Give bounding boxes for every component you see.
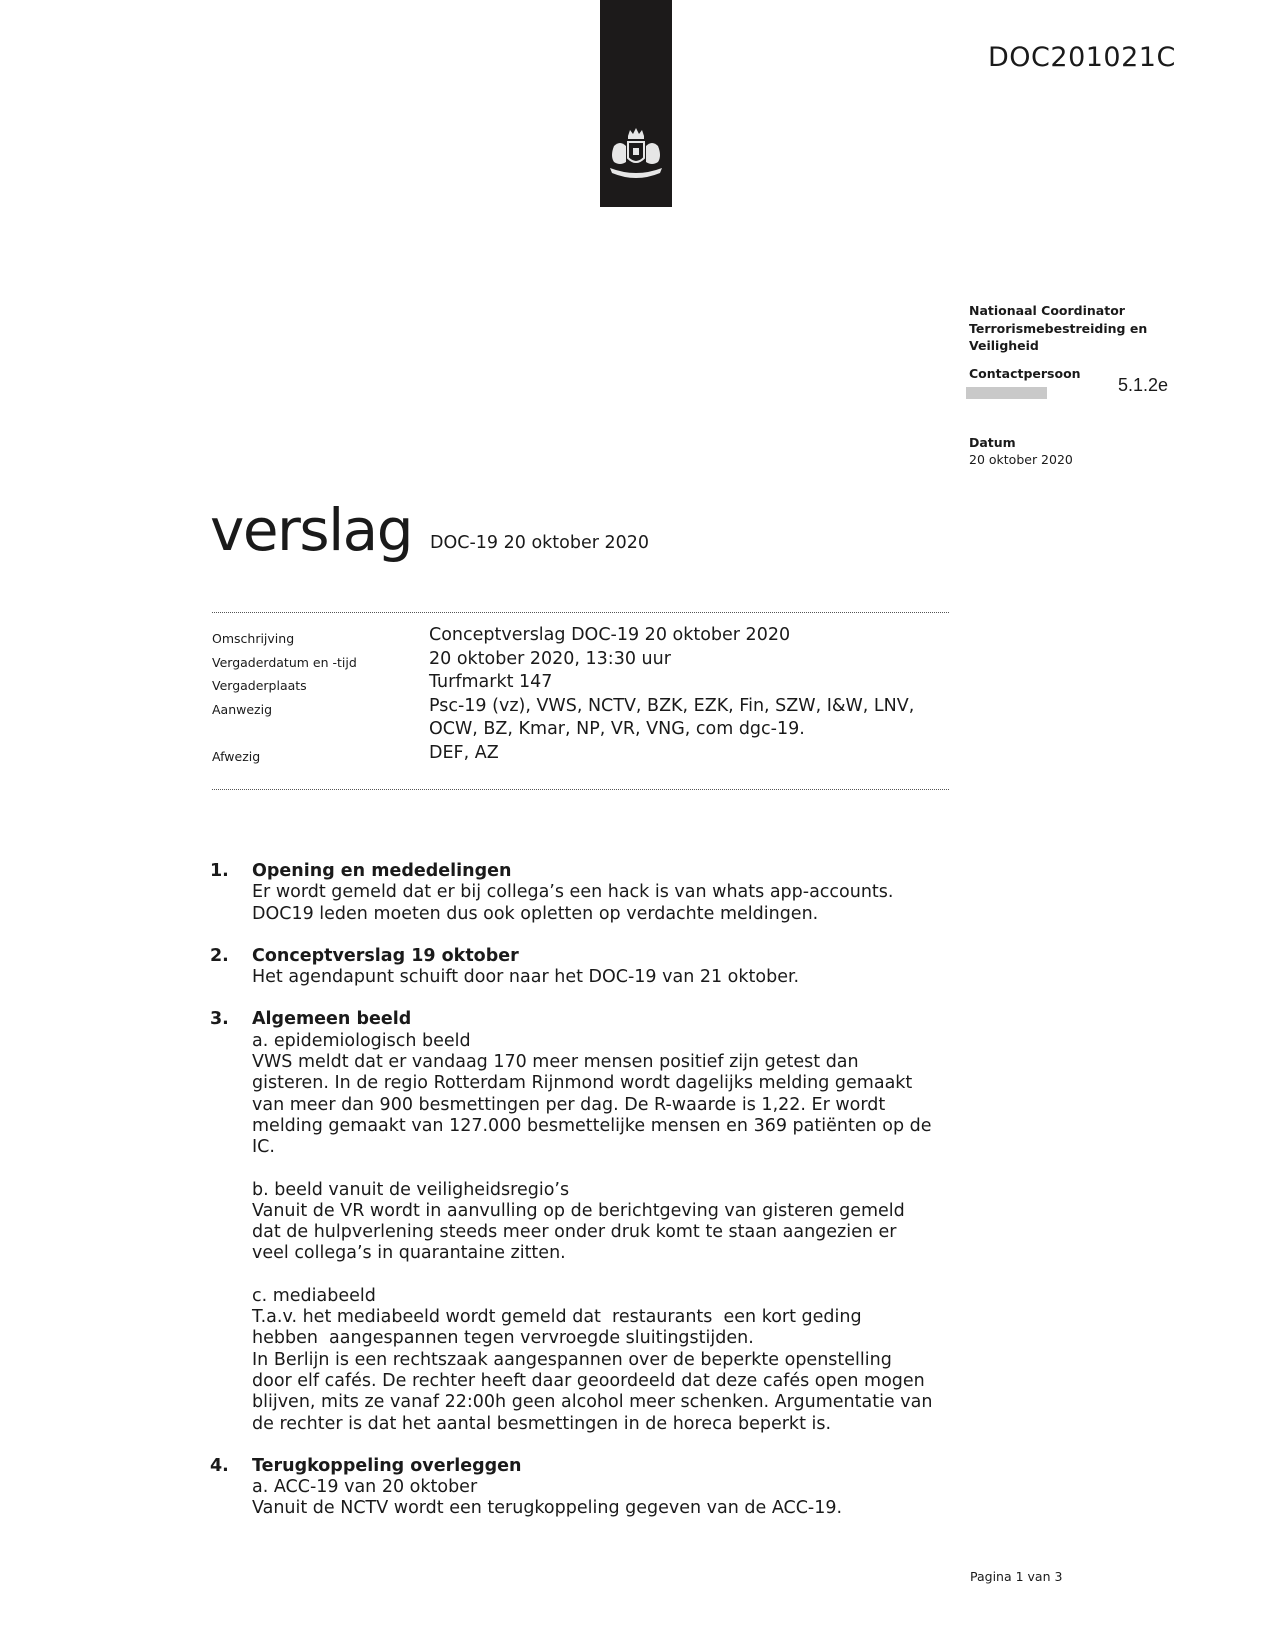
meta-value-present-line-2: OCW, BZ, Kmar, NP, VR, VNG, com dgc-19.: [429, 719, 805, 739]
meta-label-place: Vergaderplaats: [212, 678, 307, 693]
divider: [212, 612, 949, 613]
redaction-code: 5.1.2e: [1118, 375, 1169, 395]
date-value: 20 oktober 2020: [969, 452, 1073, 467]
agenda-item-number: 4.: [210, 1455, 229, 1476]
agenda-item-title: Terugkoppeling overleggen: [252, 1455, 522, 1476]
agenda-item: [210, 1009, 970, 1434]
subsection-safety-regions: b. beeld vanuit de veiligheidsregio’s Vanuit de VR wordt in aanvulling op de berichtgeving van gisteren gemeld dat de hulpverlening steeds meer onder druk komt te staan aangezien er veel collega’s in quarantaine zitten.: [252, 1179, 905, 1264]
subsection-media: c. mediabeeld T.a.v. het mediabeeld wordt gemeld dat restaurants een kort geding hebben aangespannen tegen vervroegde sluitingstijden. In Berlijn is een rechtszaak aangespannen over de beperkte openstelling door elf cafés. De rechter heeft daar geoordeeld dat deze cafés open mogen blijven, mits ze vanaf 22:00h geen alcohol meer schenken. Argumentatie van de rechter is dat het aantal besmettingen in de horeca beperkt is.: [252, 1285, 933, 1434]
agenda-item: [210, 1456, 970, 1520]
meta-label-datetime: Vergaderdatum en -tijd: [212, 655, 357, 670]
document-code: DOC201021C: [988, 42, 1176, 73]
agenda-item-number: 3.: [210, 1009, 229, 1030]
divider: [212, 789, 949, 790]
subsection-epidemiological: a. epidemiologisch beeld VWS meldt dat er vandaag 170 meer mensen positief zijn getest dan gisteren. In de regio Rotterdam Rijnmond wordt dagelijks melding gemaakt van meer dan 900 besmettingen per dag. De R-waarde is 1,22. Er wordt melding gemaakt van 127.000 besmettelijke mensen en 369 patiënten op de IC.: [252, 1030, 932, 1158]
agenda-item-number: 1.: [210, 861, 229, 881]
document-subtitle: DOC-19 20 oktober 2020: [430, 533, 650, 553]
meta-label-absent: Afwezig: [212, 749, 261, 764]
meta-value-description: Conceptverslag DOC-19 20 oktober 2020: [429, 625, 791, 645]
contact-label: Contactpersoon: [969, 365, 1081, 381]
sender-block: [969, 302, 1199, 382]
minutes-body: [210, 861, 970, 1541]
agenda-item: [210, 946, 970, 989]
logo-band: [600, 0, 672, 207]
page-number: Pagina 1 van 3: [970, 1569, 1063, 1584]
organisation-line: Nationaal Coordinator: [969, 303, 1125, 318]
meta-label-present: Aanwezig: [212, 702, 273, 717]
organisation-line: Terrorismebestreiding en: [969, 320, 1148, 336]
agenda-item: [210, 861, 970, 925]
agenda-item-text: Het agendapunt schuift door naar het DOC-19 van 21 oktober.: [252, 967, 800, 988]
organisation-line: Veiligheid: [969, 338, 1039, 353]
meta-value-datetime: 20 oktober 2020, 13:30 uur: [429, 649, 671, 669]
meta-label-description: Omschrijving: [212, 631, 295, 646]
agenda-item-title: Algemeen beeld: [252, 1009, 412, 1030]
agenda-item-number: 2.: [210, 945, 229, 966]
meta-value-present-line-1: Psc-19 (vz), VWS, NCTV, BZK, EZK, Fin, SZW, I&W, LNV,: [429, 696, 915, 716]
date-label: Datum: [969, 435, 1016, 450]
agenda-item-title: Opening en mededelingen: [252, 861, 512, 881]
coat-of-arms-logo: [600, 128, 672, 188]
subsection-acc19: a. ACC-19 van 20 oktober Vanuit de NCTV wordt een terugkoppeling gegeven van de ACC-19.: [252, 1477, 843, 1519]
meta-value-place: Turfmarkt 147: [429, 672, 553, 692]
agenda-item-title: Conceptverslag 19 oktober: [252, 945, 519, 966]
meta-value-absent: DEF, AZ: [429, 743, 499, 763]
agenda-item-text: Er wordt gemeld dat er bij collega’s een hack is van whats app-accounts. DOC19 leden moeten dus ook opletten op verdachte meldingen.: [252, 882, 894, 924]
document-type-title: verslag: [210, 496, 413, 564]
contact-redaction: [966, 387, 1047, 399]
